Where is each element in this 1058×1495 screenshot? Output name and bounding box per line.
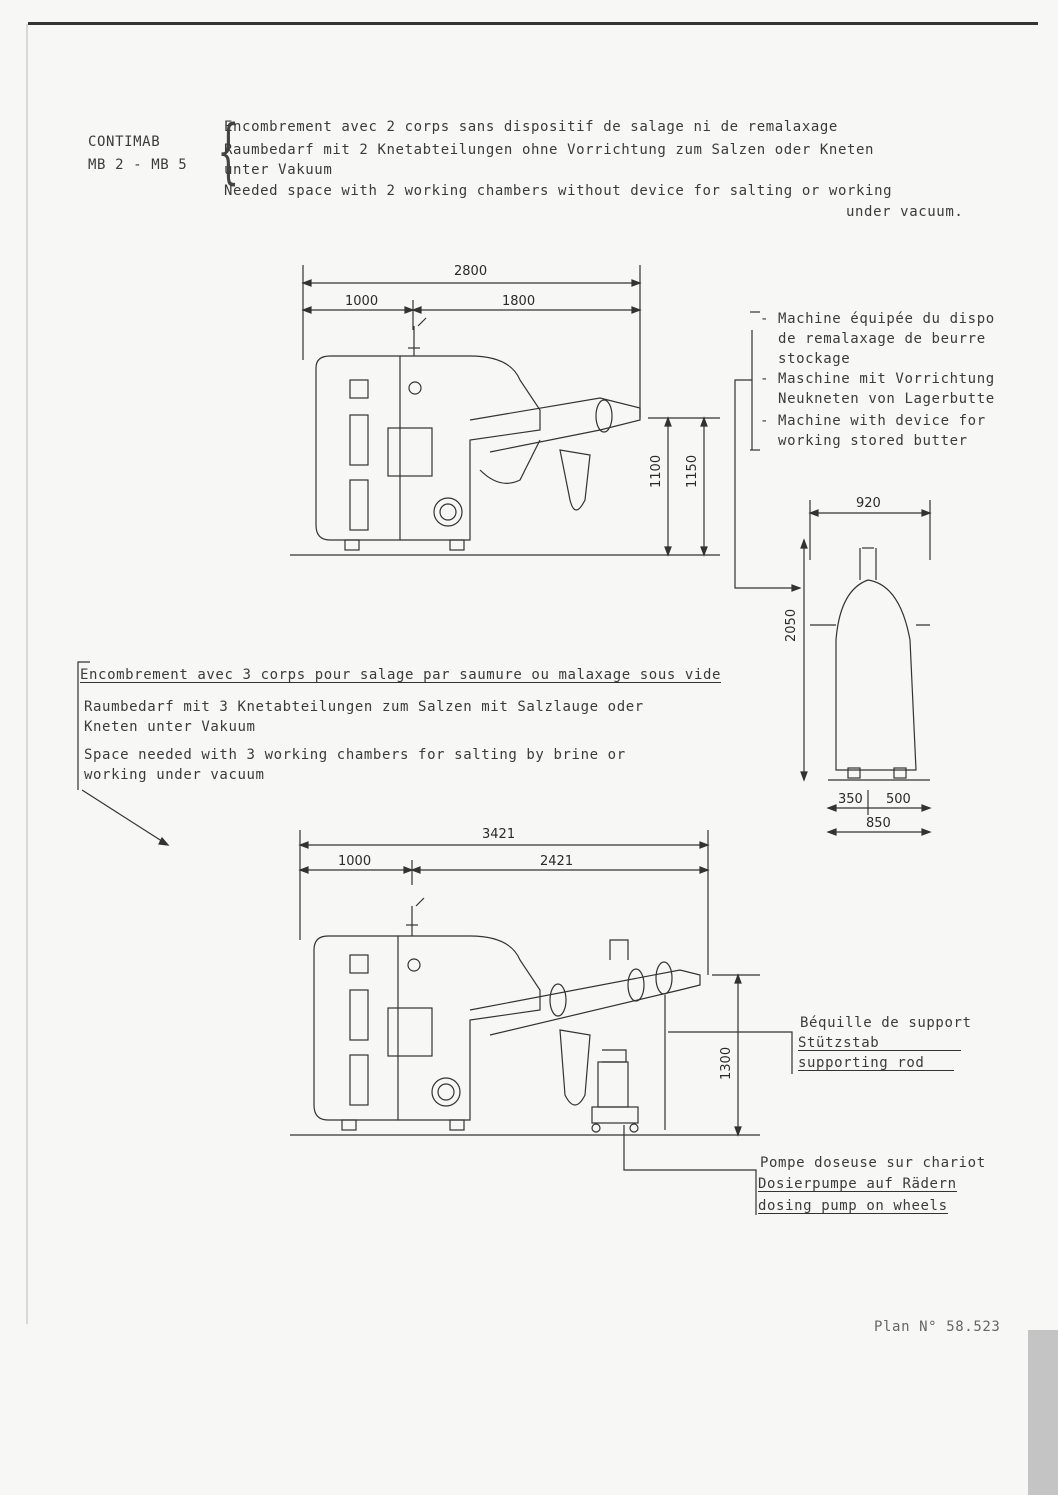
- support-label-en: supporting rod: [798, 1056, 954, 1071]
- top-dim-height-1: 1100: [649, 454, 664, 488]
- middle-note-en-2: working under vacuum: [84, 767, 265, 783]
- middle-note-fr: Encombrement avec 3 corps pour salage par saumure ou malaxage sous vide: [80, 667, 722, 683]
- pump-label-de: Dosierpumpe auf Rädern: [758, 1176, 957, 1192]
- side-note-fr-2: de remalaxage de beurre: [760, 331, 986, 347]
- header-desc-en-1: Needed space with 2 working chambers without device for salting or working: [224, 183, 893, 199]
- bottom-machine-drawing: [290, 827, 792, 1215]
- front-dim-height: 2050: [784, 608, 799, 642]
- bottom-dim-total: 3421: [482, 827, 516, 842]
- pump-label-fr: Pompe doseuse sur chariot: [760, 1155, 986, 1171]
- front-dim-width: 920: [856, 496, 881, 511]
- bottom-dim-right: 2421: [540, 854, 574, 869]
- top-dim-total: 2800: [454, 264, 488, 279]
- support-label-fr: Béquille de support: [800, 1015, 972, 1031]
- middle-note-de-2: Kneten unter Vakuum: [84, 719, 256, 735]
- side-note-de-1: - Maschine mit Vorrichtung: [760, 371, 995, 387]
- top-dim-left: 1000: [345, 294, 379, 309]
- top-dim-right: 1800: [502, 294, 536, 309]
- top-dim-height-2: 1150: [685, 454, 700, 488]
- front-dim-base-right: 500: [886, 792, 911, 807]
- middle-note-en-1: Space needed with 3 working chambers for salting by brine or: [84, 747, 626, 763]
- model-variants: MB 2 - MB 5: [88, 157, 188, 173]
- side-note-fr-3: stockage: [760, 351, 851, 367]
- side-note-de-2: Neukneten von Lagerbutte: [760, 391, 995, 407]
- side-note-en-1: - Machine with device for: [760, 413, 986, 429]
- front-dim-base-total: 850: [866, 816, 891, 831]
- header-desc-de-2: unter Vakuum: [224, 162, 333, 178]
- header-desc-de-1: Raumbedarf mit 2 Knetabteilungen ohne Vorrichtung zum Salzen oder Kneten: [224, 142, 875, 158]
- side-note-en-2: working stored butter: [760, 433, 968, 449]
- plan-number: Plan N° 58.523: [874, 1319, 1001, 1335]
- support-label-de: Stützstab: [798, 1036, 961, 1051]
- side-note-fr-1: - Machine équipée du dispo: [760, 311, 995, 327]
- header-brace: {: [217, 110, 240, 192]
- header-desc-fr: Encombrement avec 2 corps sans dispositif de salage ni de remalaxage: [224, 119, 838, 135]
- header-desc-en-2: under vacuum.: [846, 204, 964, 220]
- model-name: CONTIMAB: [88, 134, 161, 150]
- front-view-drawing: [801, 500, 930, 835]
- front-dim-base-left: 350: [838, 792, 863, 807]
- middle-note-de-1: Raumbedarf mit 3 Knetabteilungen zum Salzen mit Salzlauge oder: [84, 699, 644, 715]
- pump-label-en: dosing pump on wheels: [758, 1198, 948, 1214]
- bottom-dim-height: 1300: [719, 1046, 734, 1080]
- bottom-dim-left: 1000: [338, 854, 372, 869]
